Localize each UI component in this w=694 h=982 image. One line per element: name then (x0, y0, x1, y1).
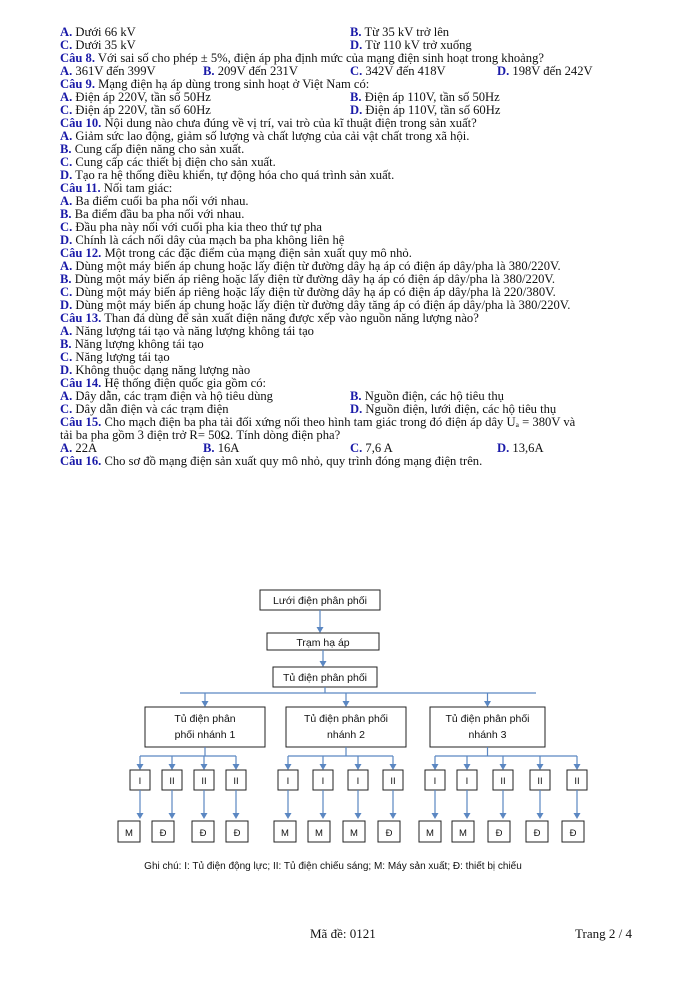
device-label: Đ (385, 828, 393, 839)
exam-code: Mã đề: 0121 (310, 926, 376, 941)
option-text: 361V đến 399V (72, 64, 156, 78)
cabinet-label: I (321, 776, 325, 787)
option-text: Nội dung nào chưa đúng về vị trí, vai trò của kĩ thuật điện trong sản xuất? (101, 116, 477, 130)
option-line (497, 442, 544, 455)
arrow-head (390, 764, 397, 770)
arrow-head (233, 813, 240, 819)
arrow-head (574, 764, 581, 770)
option-label: A. (60, 259, 73, 273)
option-text: Cho sơ đồ mạng điện sản xuất quy mô nhỏ, quy trình đóng mạng điện trên. (101, 454, 483, 468)
cabinet-label: I (465, 776, 469, 787)
option-line (60, 429, 340, 442)
arrow-head (432, 764, 439, 770)
option-label: C. (60, 38, 73, 52)
option-label: B. (203, 441, 215, 455)
substation-label: Trạm hạ áp (296, 637, 350, 649)
option-text: 16A (214, 441, 240, 455)
option-text: Mạng điện hạ áp dùng trong sinh hoạt ở Việt Nam có: (95, 77, 370, 91)
cabinet-label: II (169, 776, 175, 787)
arrow-head (320, 764, 327, 770)
option-text: Không thuộc dạng năng lượng nào (72, 363, 251, 377)
option-label: B. (203, 64, 215, 78)
option-label: D. (350, 38, 363, 52)
option-label: C. (350, 64, 363, 78)
option-text: Tạo ra hệ thống điều khiển, tự động hóa cho quá trình sản xuất. (72, 168, 395, 182)
arrow-head (537, 813, 544, 819)
option-text: 198V đến 242V (509, 64, 593, 78)
arrow-head (355, 813, 362, 819)
arrow-head (484, 701, 491, 707)
device-label: Đ (233, 828, 241, 839)
option-text: Than đá dùng để sản xuất điện năng được xếp vào nguồn năng lượng nào? (101, 311, 479, 325)
question-number: Câu 8. (60, 51, 95, 65)
arrow-head (202, 701, 209, 707)
arrow-head (537, 764, 544, 770)
arrow-head (137, 764, 144, 770)
arrow-head (201, 764, 208, 770)
option-text: Điện áp 220V, tần số 60Hz (72, 103, 211, 117)
option-text: Đầu pha này nối với cuối pha kia theo thứ tự pha (72, 220, 322, 234)
arrow-head (317, 627, 324, 633)
device-label: M (426, 828, 434, 839)
option-label: C. (60, 155, 73, 169)
option-text: 13,6A (509, 441, 544, 455)
option-label: A. (60, 90, 73, 104)
option-text: Dây dẫn, các trạm điện và hộ tiêu dùng (72, 389, 273, 403)
electrical-network-diagram (100, 585, 620, 885)
option-text: Năng lượng tái tạo và năng lượng không tái tạo (72, 324, 314, 338)
branch-cabinet-label: Tủ điện phân phối (303, 713, 389, 725)
option-label: A. (60, 25, 73, 39)
option-text: Từ 35 kV trở lên (361, 25, 450, 39)
cabinet-label: II (233, 776, 239, 787)
cabinet-label: II (500, 776, 506, 787)
diagram-legend-note: Ghi chú: I: Tủ điện động lực; II: Tủ điện chiếu sáng; M: Máy sản xuất; Đ: thiết bị chiếu (144, 861, 522, 872)
option-label: D. (60, 168, 73, 182)
cabinet-label: I (356, 776, 360, 787)
device-label: M (350, 828, 358, 839)
question-number: Câu 9. (60, 77, 95, 91)
arrow-head (355, 764, 362, 770)
cabinet-label: I (286, 776, 290, 787)
option-label: C. (60, 103, 73, 117)
option-text: Dùng một máy biến áp riêng hoặc lấy điện từ đường dây hạ áp có điện áp dây/pha là 220/380V. (72, 285, 556, 299)
arrow-head (464, 764, 471, 770)
cabinet-label: II (537, 776, 543, 787)
page-number: Trang 2 / 4 (575, 926, 632, 941)
arrow-head (500, 764, 507, 770)
device-label: Đ (533, 828, 541, 839)
option-label: B. (60, 337, 72, 351)
question-number: Câu 14. (60, 376, 102, 390)
option-label: A. (60, 389, 73, 403)
option-text: Điện áp 110V, tần số 50Hz (361, 90, 500, 104)
arrow-head (390, 813, 397, 819)
option-label: C. (60, 285, 73, 299)
option-label: B. (350, 389, 362, 403)
option-text: Nối tam giác: (100, 181, 173, 195)
option-label: A. (60, 441, 73, 455)
option-label: D. (60, 363, 73, 377)
device-label: M (315, 828, 323, 839)
option-text: Dùng một máy biến áp riêng hoặc lấy điện từ đường dây hạ áp có điện áp dây/pha là 380/220V. (71, 272, 556, 286)
option-text: Dùng một máy biến áp chung hoặc lấy điện từ đường dây tăng áp có điện áp dây/pha là 380/220V. (72, 298, 571, 312)
question-line (60, 455, 482, 468)
option-text: Dưới 35 kV (72, 38, 136, 52)
option-label: B. (350, 90, 362, 104)
option-label: C. (60, 402, 73, 416)
option-text: 22A (72, 441, 98, 455)
option-text: Năng lượng không tái tạo (71, 337, 204, 351)
cabinet-label: II (390, 776, 396, 787)
option-label: A. (60, 324, 73, 338)
question-number: Câu 15. (60, 415, 102, 429)
device-label: Đ (495, 828, 503, 839)
option-text: Cho mạch điện ba pha tải đối xứng nối theo hình tam giác trong đó điện áp dây Uₐ = 380V và (101, 415, 576, 429)
arrow-head (137, 813, 144, 819)
option-label: D. (60, 298, 73, 312)
option-label: D. (350, 103, 363, 117)
branch-cabinet-label: phối nhánh 1 (174, 729, 236, 741)
branch-cabinet-label: Tủ điện phân (174, 713, 236, 725)
question-number: Câu 12. (60, 246, 102, 260)
device-label: Đ (569, 828, 577, 839)
option-label: C. (60, 350, 73, 364)
arrow-head (500, 813, 507, 819)
option-text: Với sai số cho phép ± 5%, điện áp pha định mức của mạng điện sinh hoạt trong khoảng? (95, 51, 544, 65)
option-text: Cung cấp các thiết bị điện cho sản xuất. (72, 155, 276, 169)
arrow-head (343, 701, 350, 707)
option-label: C. (60, 220, 73, 234)
arrow-head (432, 813, 439, 819)
arrow-head (320, 661, 327, 667)
distribution-grid-label: Lưới điện phân phối (273, 595, 367, 607)
branch-cabinet-label: nhánh 2 (327, 729, 365, 741)
option-label: D. (497, 64, 510, 78)
arrow-head (464, 813, 471, 819)
option-text: Ba điểm đầu ba pha nối với nhau. (71, 207, 245, 221)
option-text: Nguồn điện, các hộ tiêu thụ (361, 389, 504, 403)
option-label: B. (60, 142, 72, 156)
option-text: Giảm sức lao động, giảm số lượng và chất lượng của cải vật chất trong xã hội. (72, 129, 470, 143)
arrow-head (285, 764, 292, 770)
option-text: Chính là cách nối dây của mạch ba pha không liên hệ (72, 233, 345, 247)
option-label: B. (350, 25, 362, 39)
branch-cabinet-label: Tủ điện phân phối (445, 713, 530, 725)
option-text: 209V đến 231V (214, 64, 298, 78)
option-label: A. (60, 129, 73, 143)
arrow-head (320, 813, 327, 819)
arrow-head (169, 813, 176, 819)
option-line (497, 65, 593, 78)
device-label: Đ (159, 828, 167, 839)
cabinet-label: II (574, 776, 580, 787)
arrow-head (233, 764, 240, 770)
option-label: D. (60, 233, 73, 247)
option-label: D. (497, 441, 510, 455)
main-cabinet-label: Tủ điện phân phối (282, 672, 368, 684)
option-label: A. (60, 194, 73, 208)
option-text: Năng lượng tái tạo (72, 350, 170, 364)
option-text: 7,6 A (362, 441, 393, 455)
device-label: M (281, 828, 289, 839)
branch-cabinet-label: nhánh 3 (468, 729, 507, 741)
option-text: Từ 110 kV trở xuống (362, 38, 472, 52)
device-label: M (125, 828, 133, 839)
arrow-head (285, 813, 292, 819)
question-number: Câu 13. (60, 311, 102, 325)
option-text: Hệ thống điện quốc gia gồm có: (101, 376, 267, 390)
option-text: Dùng một máy biến áp chung hoặc lấy điện từ đường dây hạ áp có điện áp dây/pha là 380/220V. (72, 259, 561, 273)
arrow-head (169, 764, 176, 770)
arrow-head (574, 813, 581, 819)
option-label: D. (350, 402, 363, 416)
cabinet-label: I (138, 776, 142, 787)
option-text: Điện áp 220V, tần số 50Hz (72, 90, 211, 104)
option-label: A. (60, 64, 73, 78)
option-label: B. (60, 207, 72, 221)
cabinet-label: II (201, 776, 207, 787)
option-text: Nguồn điện, lưới điện, các hộ tiêu thụ (362, 402, 557, 416)
option-text: Một trong các đặc điểm của mạng điện sản xuất quy mô nhỏ. (101, 246, 412, 260)
question-number: Câu 10. (60, 116, 102, 130)
option-text: Điện áp 110V, tần số 60Hz (362, 103, 501, 117)
cabinet-label: I (433, 776, 437, 787)
option-text: Ba điểm cuối ba pha nối với nhau. (72, 194, 249, 208)
device-label: Đ (199, 828, 207, 839)
option-label: C. (350, 441, 363, 455)
question-number: Câu 11. (60, 181, 101, 195)
device-label: M (459, 828, 467, 839)
arrow-head (201, 813, 208, 819)
option-text: 342V đến 418V (362, 64, 446, 78)
option-text: Dây dẫn điện và các trạm điện (72, 402, 229, 416)
option-text: Dưới 66 kV (72, 25, 136, 39)
option-label: B. (60, 272, 72, 286)
question-number: Câu 16. (60, 454, 102, 468)
option-text: tải ba pha gồm 3 điện trở R= 50Ω. Tính dòng điện pha? (60, 428, 341, 442)
option-text: Cung cấp điện năng cho sản xuất. (71, 142, 245, 156)
